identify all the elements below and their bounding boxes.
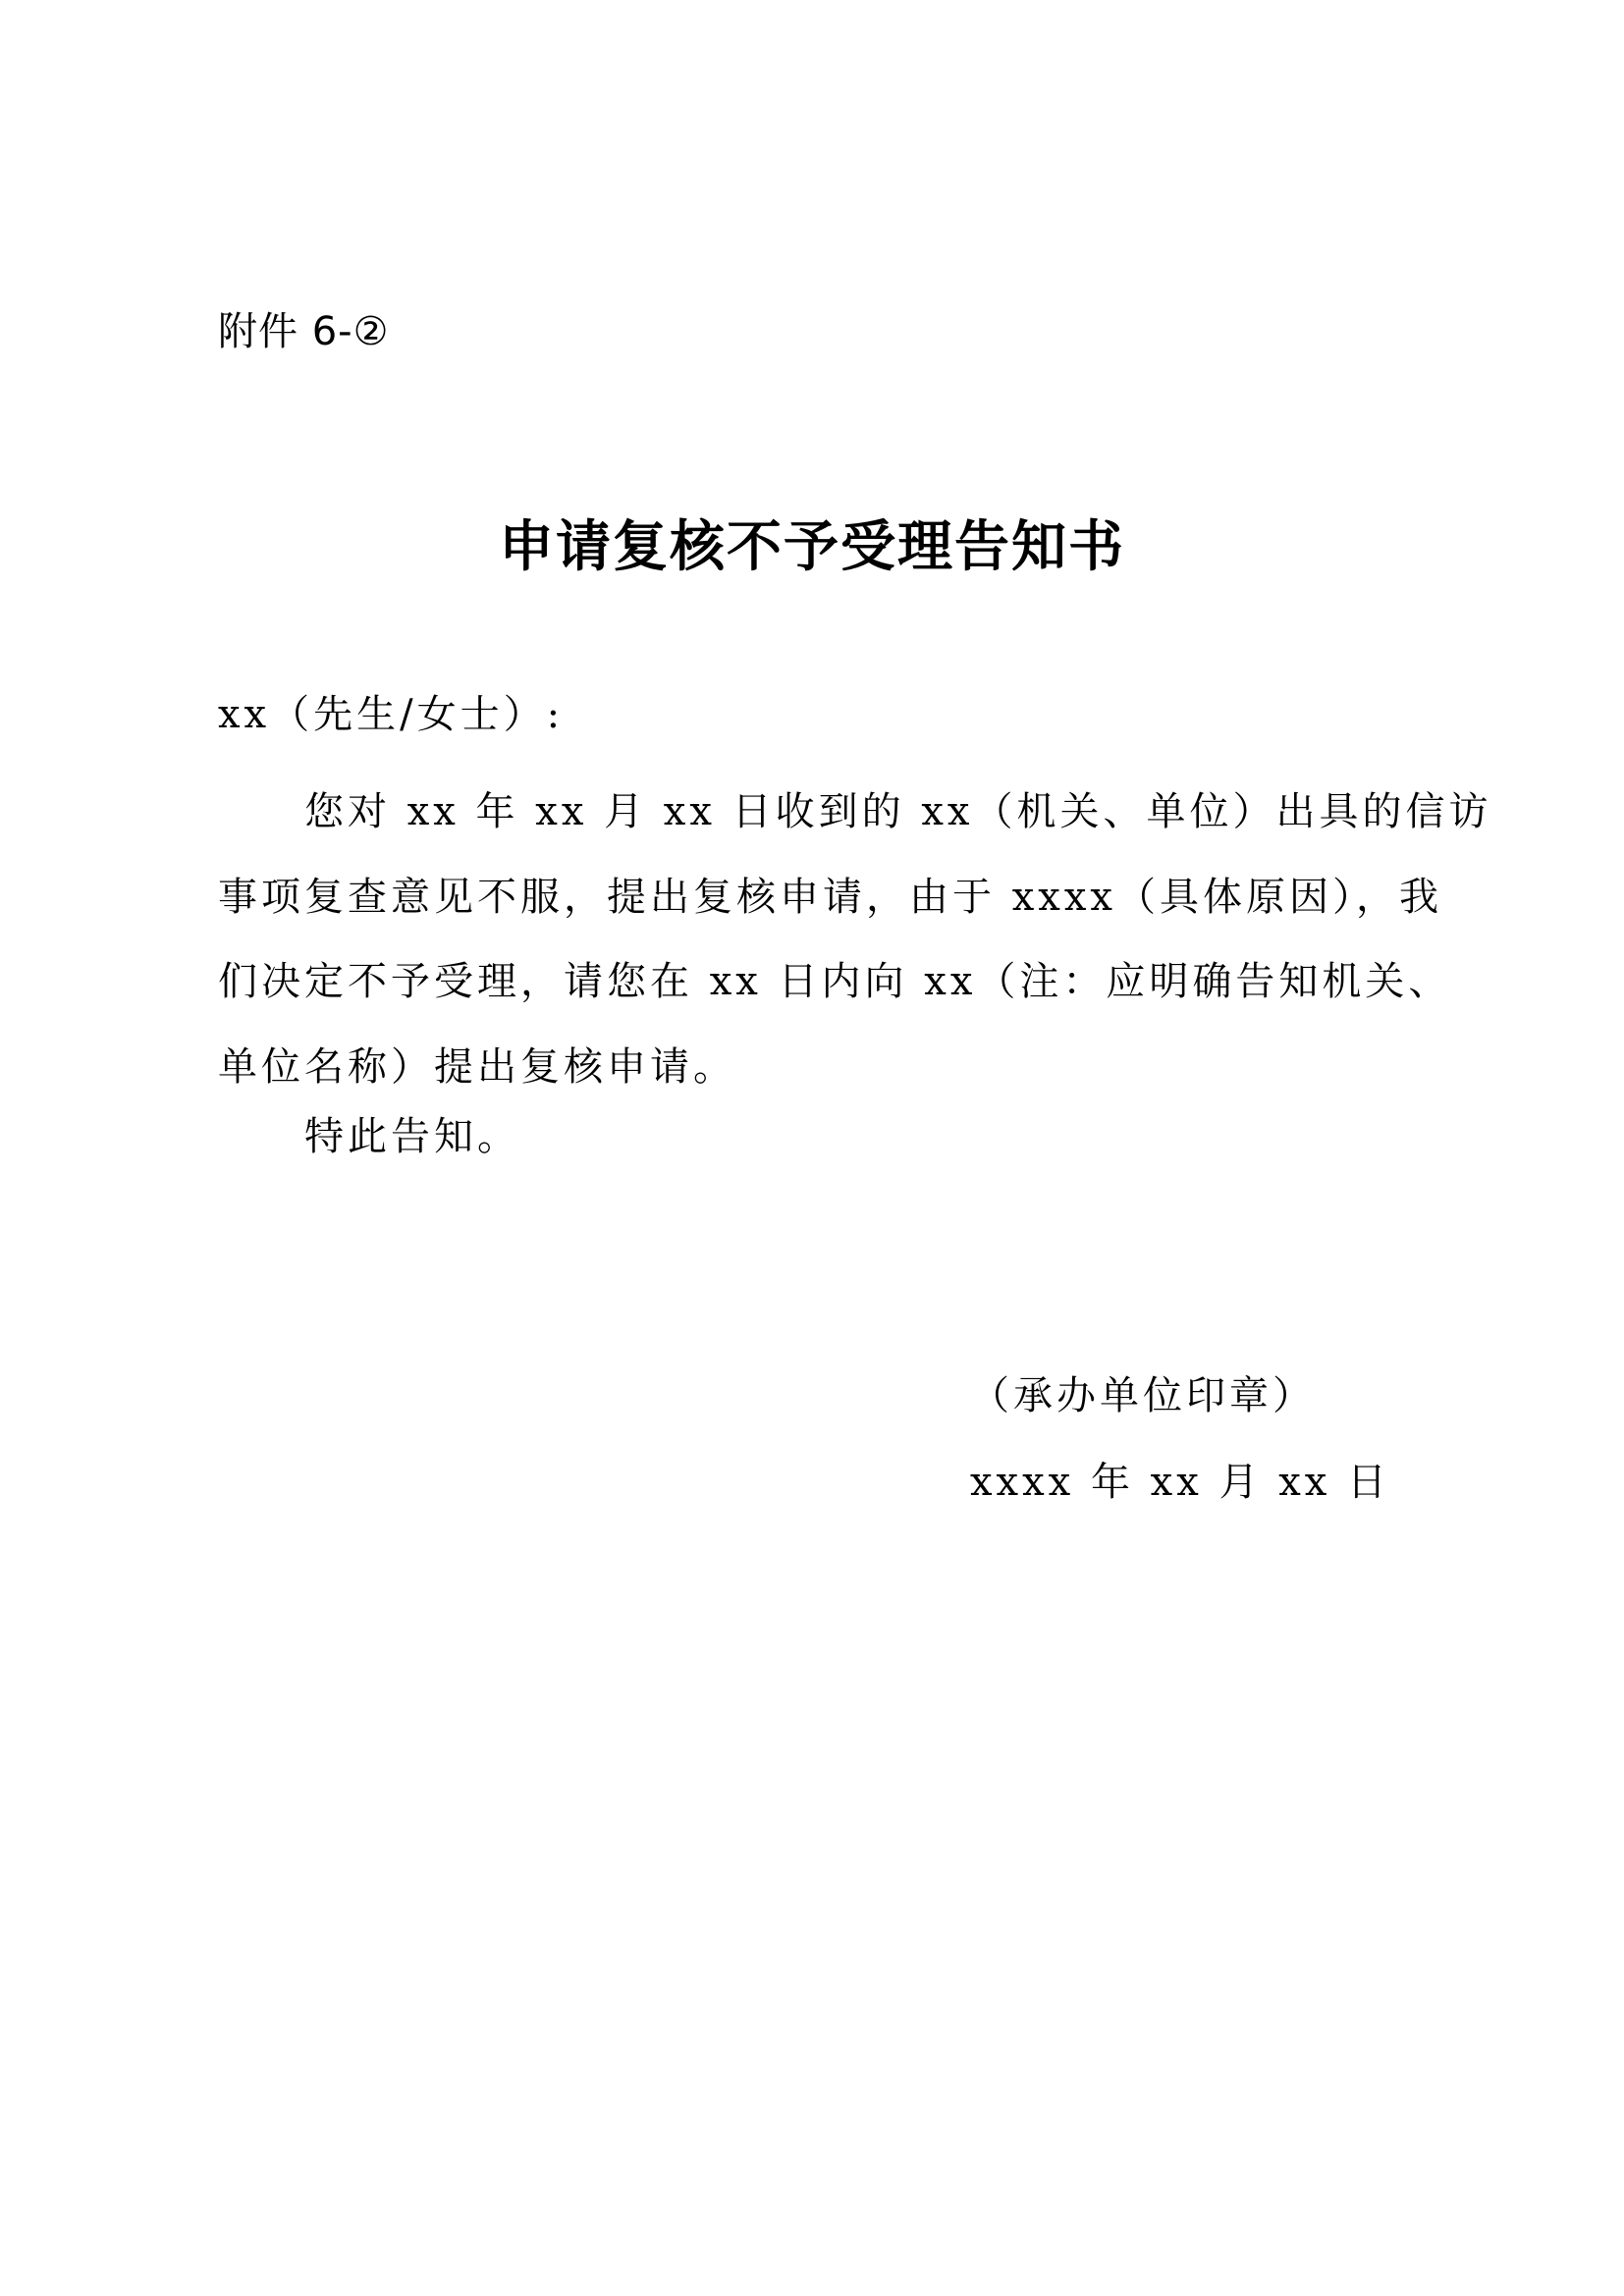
paragraph-line: 您对 xx 年 xx 月 xx 日收到的 xx（机关、单位）出具的信访: [304, 789, 1492, 834]
salutation: xx（先生/女士）:: [218, 692, 565, 737]
paragraph-line: 单位名称）提出复核申请。: [218, 1043, 736, 1090]
seal-note: （承办单位印章）: [970, 1373, 1316, 1418]
closing-phrase: 特此告知。: [304, 1114, 520, 1159]
notice-paragraph: [218, 770, 1492, 1109]
issue-date: xxxx 年 xx 月 xx 日: [970, 1460, 1391, 1505]
document-title: 申请复核不予受理告知书: [499, 515, 1125, 579]
attachment-label: 附件 6-②: [218, 309, 390, 354]
paragraph-line: 事项复查意见不服，提出复核申请，由于 xxxx（具体原因），我: [218, 874, 1442, 920]
paragraph-line: 们决定不予受理，请您在 xx 日内向 xx（注：应明确告知机关、: [218, 959, 1452, 1004]
